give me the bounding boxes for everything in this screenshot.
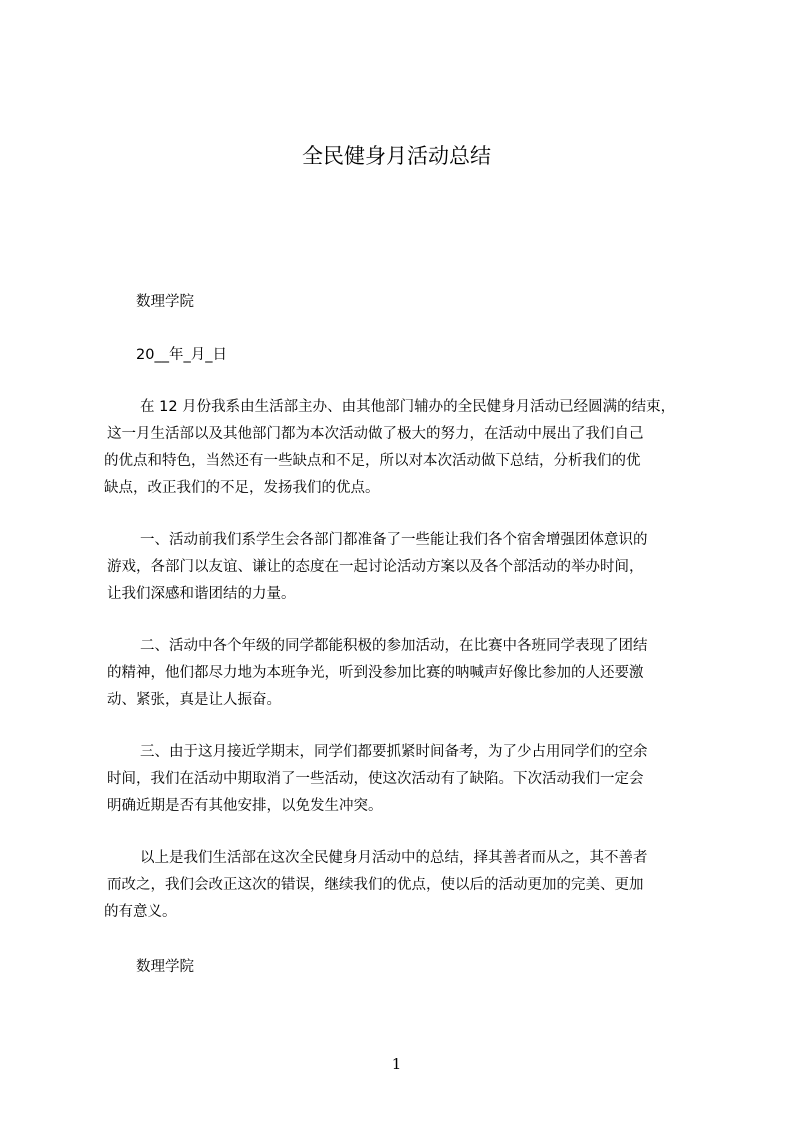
paragraph-line: 让我们深感和谐团结的力量。	[107, 586, 296, 602]
page-number: 1	[391, 1055, 402, 1073]
paragraph-conclusion	[104, 845, 704, 926]
paragraph-line: 缺点，改正我们的不足，发扬我们的优点。	[104, 480, 380, 496]
paragraph-line: 而改之，我们会改正这次的错误，继续我们的优点，使以后的活动更加的完美、更加	[107, 877, 644, 893]
paragraph-before-activity	[104, 527, 704, 608]
paragraph-line: 时间，我们在活动中期取消了一些活动，使这次活动有了缺陷。下次活动我们一定会	[107, 771, 644, 787]
paragraph-line: 的优点和特色，当然还有一些缺点和不足，所以对本次活动做下总结，分析我们的优	[104, 453, 641, 469]
paragraph-intro	[104, 394, 704, 502]
paragraph-line: 二、活动中各个年级的同学都能积极的参加活动，在比赛中各班同学表现了团结	[140, 638, 648, 654]
document-date: 20__年_月_日	[136, 347, 227, 363]
signature: 数理学院	[136, 959, 194, 975]
organization-name: 数理学院	[136, 294, 194, 310]
paragraph-line: 一、活动前我们系学生会各部门都准备了一些能让我们各个宿舍增强团体意识的	[140, 532, 648, 548]
paragraph-line: 在 12 月份我系由生活部主办、由其他部门辅办的全民健身月活动已经圆满的结束，	[140, 399, 676, 415]
paragraph-line: 三、由于这月接近学期末，同学们都要抓紧时间备考，为了少占用同学们的空余	[140, 744, 648, 760]
paragraph-end-of-term	[104, 739, 704, 820]
document-title: 全民健身月活动总结	[302, 144, 491, 168]
paragraph-line: 的有意义。	[104, 904, 177, 920]
paragraph-line: 游戏，各部门以友谊、谦让的态度在一起讨论活动方案以及各个部活动的举办时间，	[107, 559, 644, 575]
paragraph-line: 这一月生活部以及其他部门都为本次活动做了极大的努力，在活动中展出了我们自己	[107, 426, 644, 442]
paragraph-line: 以上是我们生活部在这次全民健身月活动中的总结，择其善者而从之，其不善者	[140, 850, 648, 866]
paragraph-during-activity	[104, 633, 704, 714]
paragraph-line: 的精神，他们都尽力地为本班争光，听到没参加比赛的呐喊声好像比参加的人还要激	[107, 665, 644, 681]
paragraph-line: 动、紧张，真是让人振奋。	[107, 692, 281, 708]
paragraph-line: 明确近期是否有其他安排，以免发生冲突。	[107, 798, 383, 814]
